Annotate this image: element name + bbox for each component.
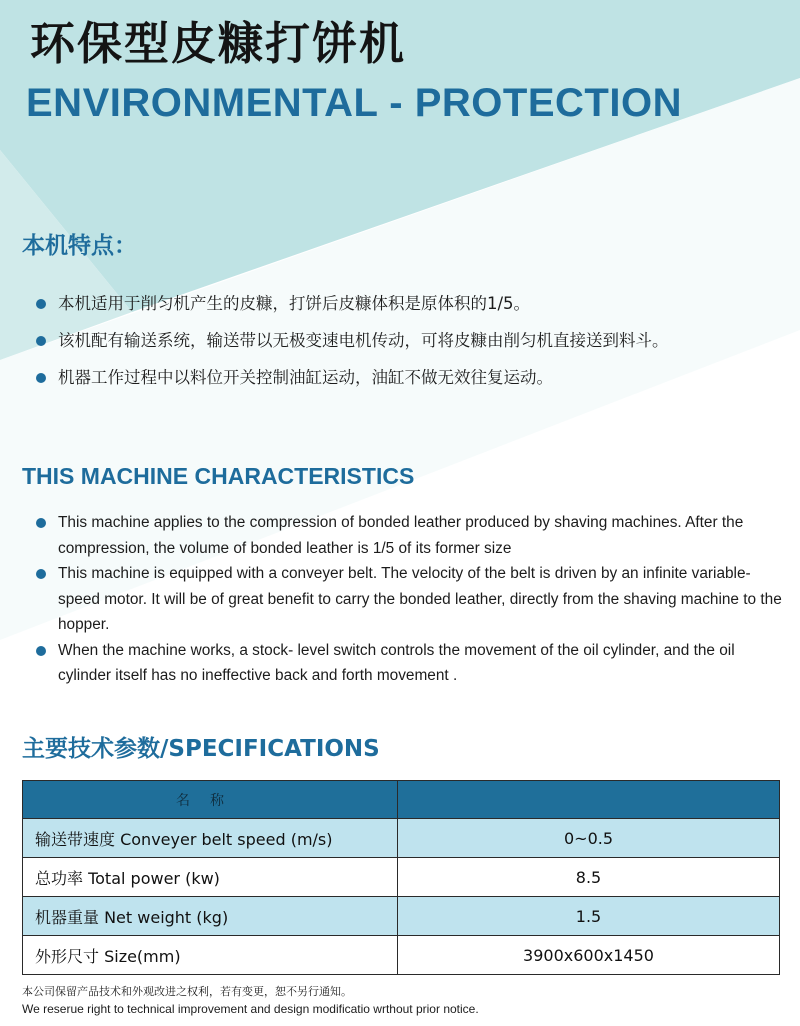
spec-value: 8.5 — [398, 858, 780, 897]
spec-name: 总功率 Total power (kw) — [23, 858, 398, 897]
table-row — [23, 936, 780, 975]
table-row — [23, 858, 780, 897]
spec-value: 0~0.5 — [398, 819, 780, 858]
page-title-en: ENVIRONMENTAL - PROTECTION — [26, 81, 682, 125]
list-item: 机器工作过程中以料位开关控制油缸运动，油缸不做无效往复运动。 — [30, 368, 790, 388]
footer-notice-en: We reserue right to technical improvement and design modificatio wrthout prior notice. — [22, 1002, 479, 1016]
table-header-row — [23, 781, 780, 819]
features-cn-heading: 本机特点： — [22, 233, 137, 259]
list-item: This machine applies to the compression of bonded leather produced by shaving machines. After the compression, the volume of bonded leather is 1/5 of its former size — [30, 510, 790, 561]
footer-notice-cn: 本公司保留产品技术和外观改进之权利，若有变更，恕不另行通知。 — [22, 985, 352, 998]
list-item: 本机适用于削匀机产生的皮糠，打饼后皮糠体积是原体积的1/5。 — [30, 294, 790, 314]
specifications-heading: 主要技术参数/SPECIFICATIONS — [22, 736, 380, 762]
spec-name: 外形尺寸 Size(mm) — [23, 936, 398, 975]
bullet-icon — [36, 336, 46, 346]
spec-value: 1.5 — [398, 897, 780, 936]
features-en-heading: THIS MACHINE CHARACTERISTICS — [22, 463, 415, 489]
spec-name: 输送带速度 Conveyer belt speed (m/s) — [23, 819, 398, 858]
list-item: When the machine works, a stock- level switch controls the movement of the oil cylinder, and the oil cylinder itself has no ineffective back and forth movement . — [30, 638, 790, 689]
bullet-icon — [36, 569, 46, 579]
page-title-cn: 环保型皮糠打饼机 — [30, 17, 407, 70]
bullet-icon — [36, 373, 46, 383]
header-label-cell: 名称 — [23, 781, 398, 819]
features-cn-list — [30, 294, 790, 405]
header-value-cell — [398, 781, 780, 819]
bullet-icon — [36, 518, 46, 528]
bullet-icon — [36, 646, 46, 656]
bullet-icon — [36, 299, 46, 309]
list-item: This machine is equipped with a conveyer belt. The velocity of the belt is driven by an infinite variable-speed motor. It will be of great benefit to carry the bonded leather, directly from the shaving machine to the hopper. — [30, 561, 790, 638]
spec-value: 3900x600x1450 — [398, 936, 780, 975]
spec-name: 机器重量 Net weight (kg) — [23, 897, 398, 936]
table-row — [23, 897, 780, 936]
list-item: 该机配有输送系统，输送带以无极变速电机传动，可将皮糠由削匀机直接送到料斗。 — [30, 331, 790, 351]
features-en-list — [30, 510, 790, 689]
specifications-table — [22, 780, 780, 975]
table-row — [23, 819, 780, 858]
